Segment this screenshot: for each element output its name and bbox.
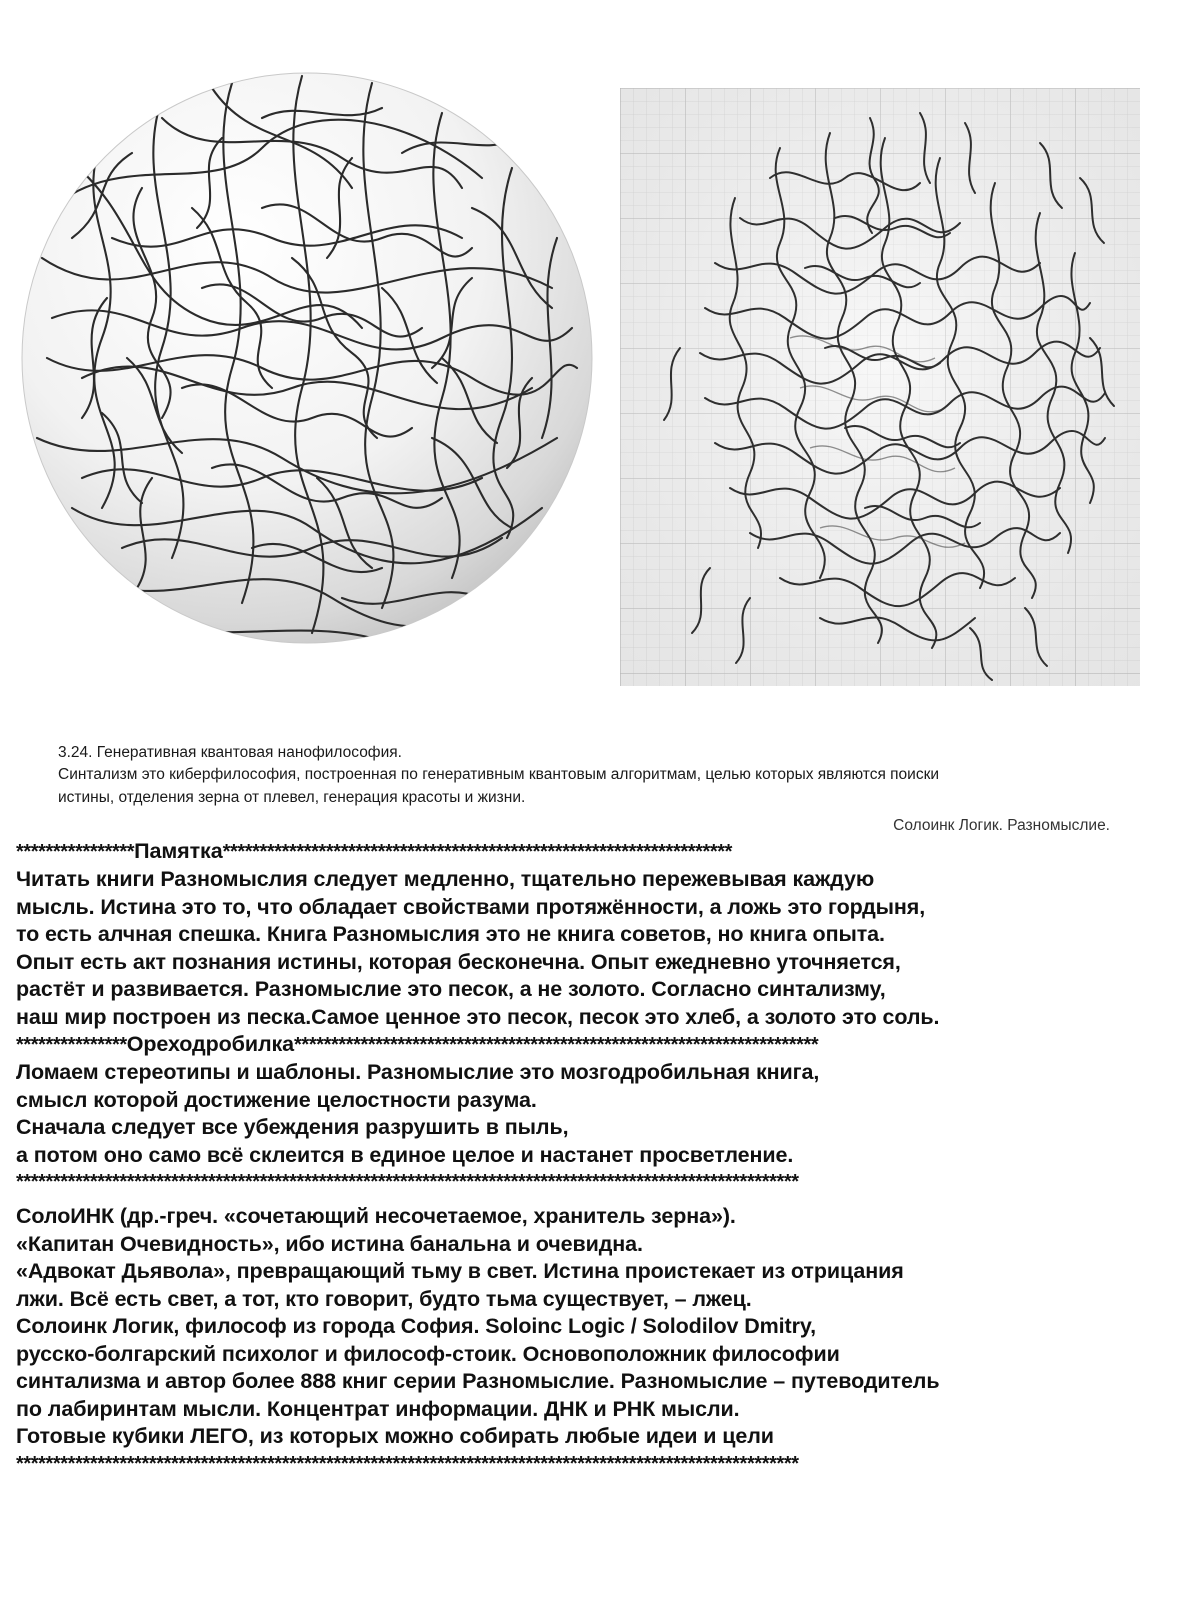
orehodrobilka-heading: Ореходробилка — [126, 1032, 295, 1056]
divider-full — [16, 1169, 1184, 1196]
about-line-6: русско-болгарский психолог и философ-стоик. Основоположник философии — [16, 1341, 840, 1366]
pamyatka-heading: Памятка — [134, 839, 223, 863]
stars-right-pamyatka: ********************************************************************* — [222, 841, 733, 863]
caption-line-1: Синтализм это киберфилософия, построенная по генеративным квантовым алгоритмам, целью которых являются поиски — [58, 766, 940, 784]
figure-caption — [58, 742, 1158, 835]
stars-left-pamyatka: **************** — [16, 841, 135, 863]
spacer — [16, 1196, 1184, 1203]
divider-bottom-stars: ********************************************************************************************************** — [16, 1452, 799, 1475]
pamyatka-heading-row — [16, 838, 1184, 866]
body-text — [16, 838, 1184, 1478]
orehodrobilka-line-1: Ломаем стереотипы и шаблоны. Разномыслие это мозгодробильная книга, — [16, 1060, 820, 1084]
orehodrobilka-line-2: смысл которой достижение целостности разума. — [16, 1087, 537, 1112]
pamyatka-line-3: то есть алчная спешка. Книга Разномыслия это не книга советов, но книга опыта. — [16, 922, 885, 946]
orehodrobilka-line-4: а потом оно само всё склеится в единое целое и настанет просветление. — [16, 1142, 794, 1167]
caption-title: 3.24. Генеративная квантовая нанофилософия. — [58, 744, 402, 761]
graph-paper-scribble-figure — [620, 88, 1140, 686]
stars-right-orehodrobilka: *********************************************************************** — [294, 1034, 819, 1056]
stars-left-orehodrobilka: *************** — [16, 1034, 127, 1056]
about-line-9: Готовые кубики ЛЕГО, из которых можно собирать любые идеи и цели — [16, 1424, 774, 1448]
about-line-7: синтализма и автор более 888 книг серии Разномыслие. Разномыслие – путеводитель — [16, 1369, 940, 1393]
attribution: Солоинк Логик. Разномыслие. — [893, 817, 1110, 835]
pamyatka-line-6: наш мир построен из песка.Самое ценное это песок, песок это хлеб, а золото это соль. — [16, 1004, 940, 1029]
about-line-4: лжи. Всё есть свет, а тот, кто говорит, будто тьма существует, – лжец. — [16, 1286, 752, 1311]
pamyatka-line-4: Опыт есть акт познания истины, которая бесконечна. Опыт ежедневно уточняется, — [16, 949, 901, 974]
pamyatka-line-1: Читать книги Разномыслия следует медленно, тщательно пережевывая каждую — [16, 867, 875, 891]
about-line-3: «Адвокат Дьявола», превращающий тьму в свет. Истина проистекает из отрицания — [16, 1259, 904, 1283]
pamyatka-line-2: мысль. Истина это то, что обладает свойствами протяжённости, а ложь это гордыня, — [16, 894, 926, 919]
about-line-5: Солоинк Логик, философ из города София. Soloinc Logic / Solodilov Dmitry, — [16, 1314, 816, 1338]
about-line-2: «Капитан Очевидность», ибо истина банальна и очевидна. — [16, 1231, 643, 1256]
caption-line-2: истины, отделения зерна от плевел, генерация красоты и жизни. — [58, 788, 526, 806]
about-line-1: СолоИНК (др.-греч. «сочетающий несочетаемое, хранитель зерна»). — [16, 1204, 736, 1228]
orehodrobilka-line-3: Сначала следует все убеждения разрушить в пыль, — [16, 1115, 569, 1139]
orehodrobilka-heading-row — [16, 1031, 1184, 1059]
figures-region — [0, 0, 1200, 720]
divider-full-stars: ********************************************************************************************************** — [16, 1171, 799, 1193]
divider-bottom — [16, 1451, 1184, 1478]
about-line-8: по лабиринтам мысли. Концентрат информации. ДНК и РНК мысли. — [16, 1396, 740, 1421]
sphere-scribble-figure — [12, 58, 602, 658]
pamyatka-line-5: растёт и развивается. Разномыслие это песок, а не золото. Согласно синтализму, — [16, 977, 886, 1001]
